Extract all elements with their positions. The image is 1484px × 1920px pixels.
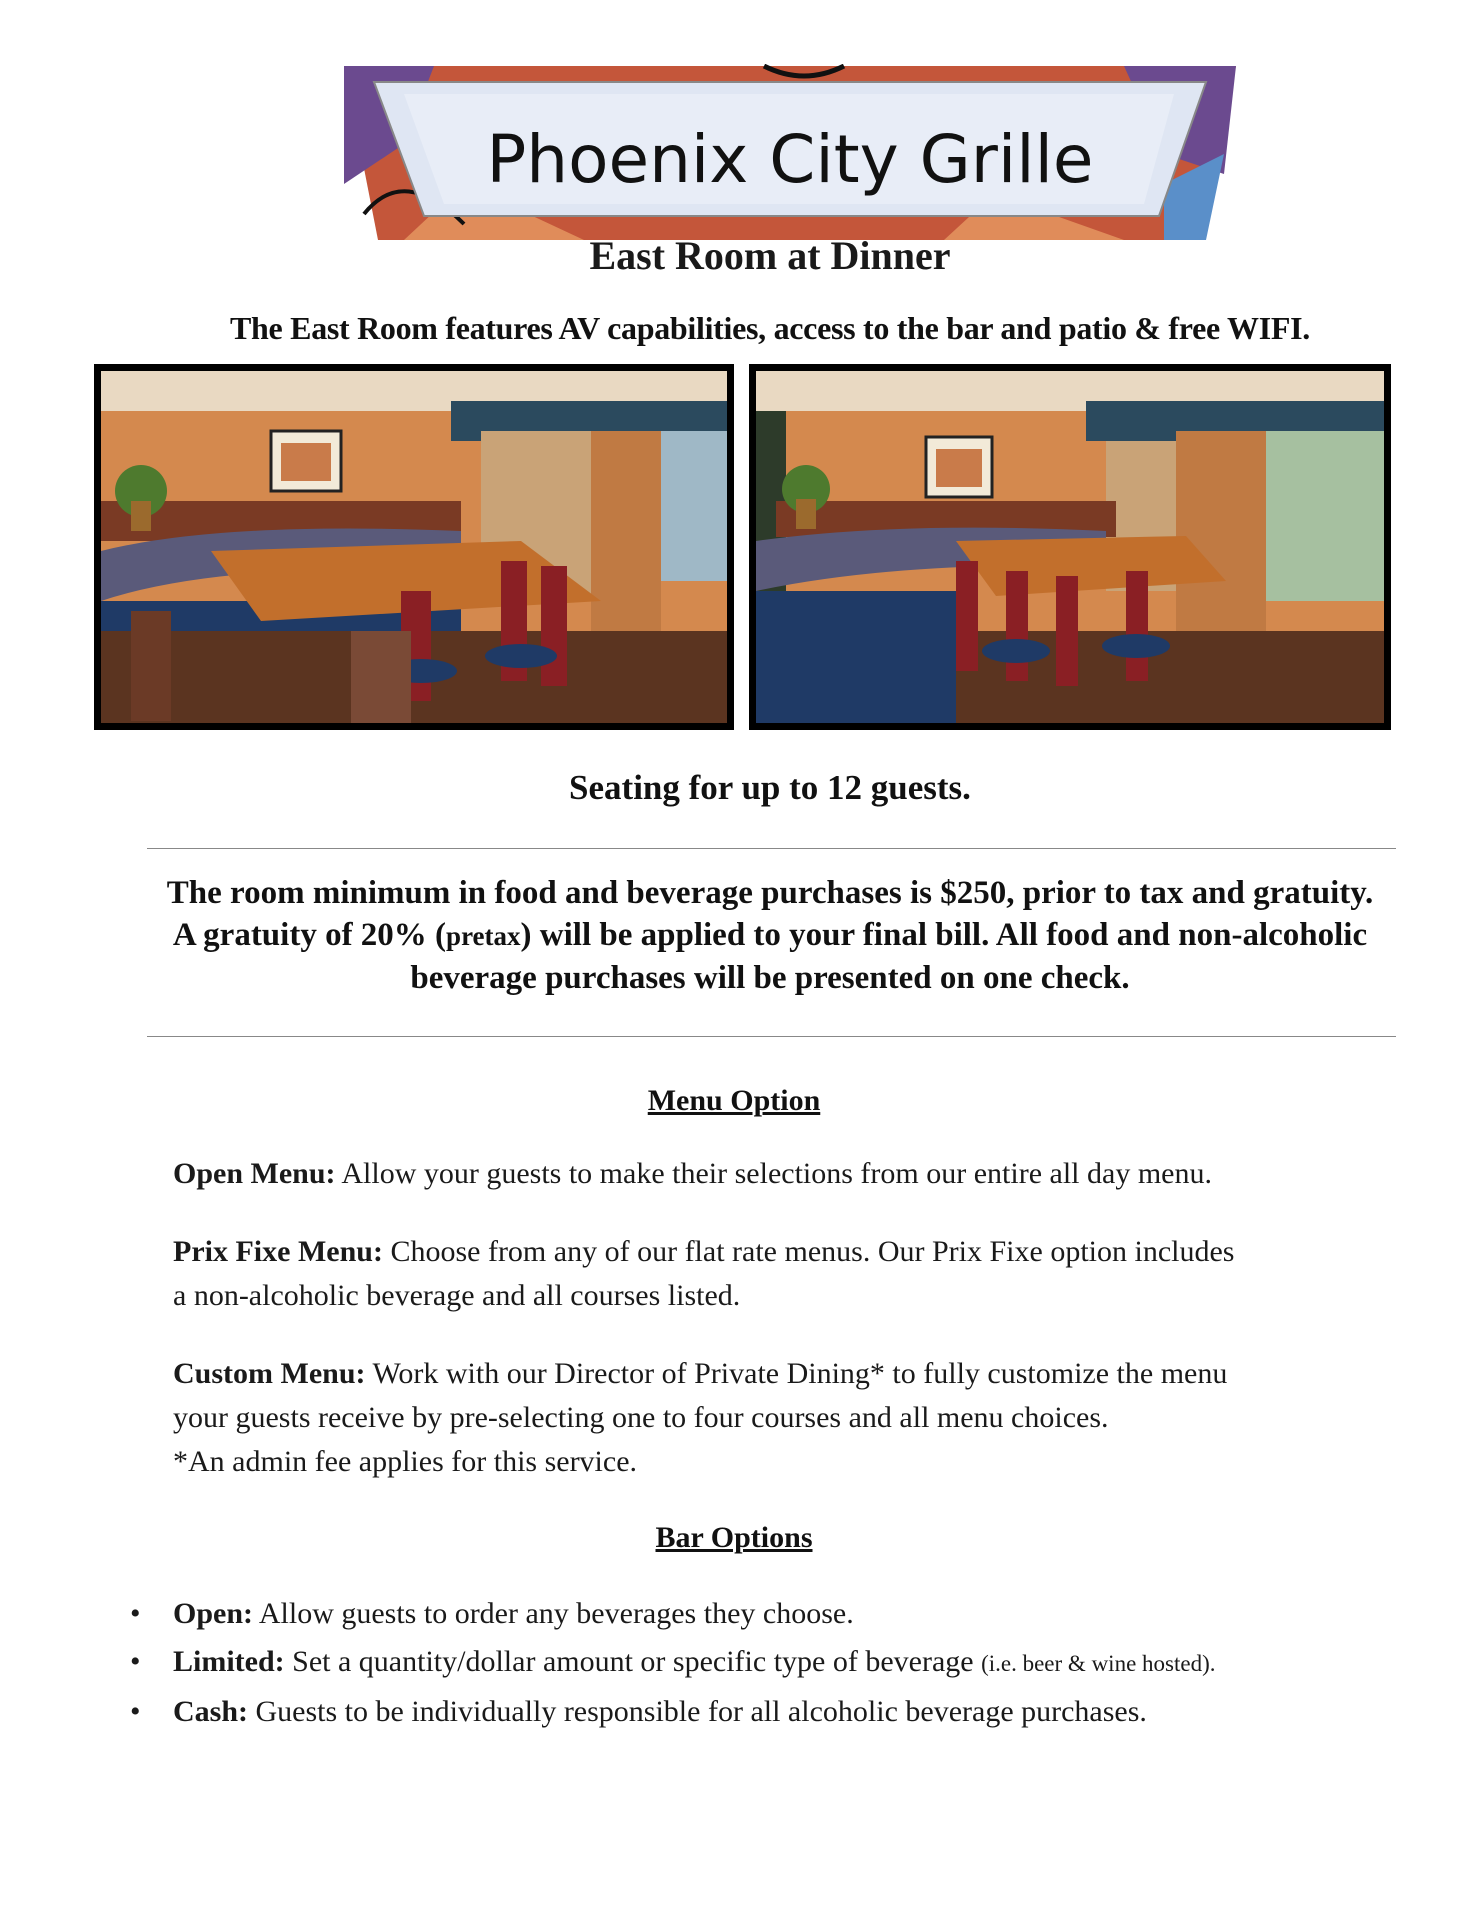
restaurant-logo: [344, 64, 1236, 240]
room-photo-left: [94, 364, 734, 730]
policy-line-2: [140, 914, 1400, 957]
bullet-icon: •: [130, 1645, 141, 1678]
page-title: East Room at Dinner: [589, 233, 951, 278]
open-menu-label: Open Menu:: [173, 1157, 336, 1190]
prix-fixe-description: [173, 1230, 1353, 1318]
bar-option-label: Open:: [173, 1597, 254, 1630]
prix-fixe-label: Prix Fixe Menu:: [173, 1235, 383, 1268]
open-menu-description: [173, 1152, 1353, 1196]
bar-option-label: Limited:: [173, 1645, 285, 1678]
divider-top: [147, 848, 1396, 849]
bar-option-text: Guests to be individually responsible for all alcoholic beverage purchases.: [248, 1695, 1147, 1728]
custom-menu-label: Custom Menu:: [173, 1357, 366, 1390]
prix-fixe-text-2: a non-alcoholic beverage and all courses listed.: [173, 1279, 741, 1312]
policy-line-2-end: ) will be applied to your final bill. All food and non-alcoholic: [520, 917, 1368, 953]
list-item: [130, 1590, 1430, 1638]
policy-line-2-start: A gratuity of 20% (: [172, 917, 447, 953]
open-menu-text: Allow your guests to make their selections from our entire all day menu.: [335, 1157, 1212, 1190]
menu-option-heading: Menu Option: [647, 1084, 821, 1117]
custom-menu-text: Work with our Director of Private Dining* to fully customize the menu: [365, 1357, 1228, 1390]
policy-line-3: beverage purchases will be presented on one check.: [410, 960, 1130, 996]
bullet-icon: •: [130, 1597, 141, 1630]
bar-option-text: Allow guests to order any beverages they choose.: [253, 1597, 854, 1630]
room-features: The East Room features AV capabilities, access to the bar and patio & free WIFI.: [230, 310, 1310, 346]
bar-option-text: Set a quantity/dollar amount or specific type of beverage: [284, 1645, 982, 1678]
bar-options-heading: Bar Options: [655, 1521, 813, 1554]
logo-text: Phoenix City Grille: [486, 121, 1094, 198]
policy-pretax: pretax: [446, 921, 521, 951]
custom-menu-note: *An admin fee applies for this service.: [173, 1445, 638, 1478]
custom-menu-text-2: your guests receive by pre-selecting one to four courses and all menu choices.: [173, 1401, 1109, 1434]
seating-capacity: Seating for up to 12 guests.: [569, 768, 971, 807]
bar-option-note: (i.e. beer & wine hosted).: [981, 1651, 1216, 1676]
bar-options-list: [130, 1590, 1430, 1736]
bar-option-label: Cash:: [173, 1695, 249, 1728]
list-item: [130, 1688, 1430, 1736]
custom-menu-description: [173, 1352, 1353, 1484]
policy-line-1: The room minimum in food and beverage purchases is $250, prior to tax and gratuity.: [166, 875, 1374, 911]
bullet-icon: •: [130, 1695, 141, 1728]
room-photo-right: [749, 364, 1391, 730]
room-policy: [140, 872, 1400, 999]
prix-fixe-text: Choose from any of our flat rate menus. Our Prix Fixe option includes: [382, 1235, 1235, 1268]
list-item: [130, 1638, 1430, 1688]
divider-bottom: [147, 1036, 1396, 1037]
